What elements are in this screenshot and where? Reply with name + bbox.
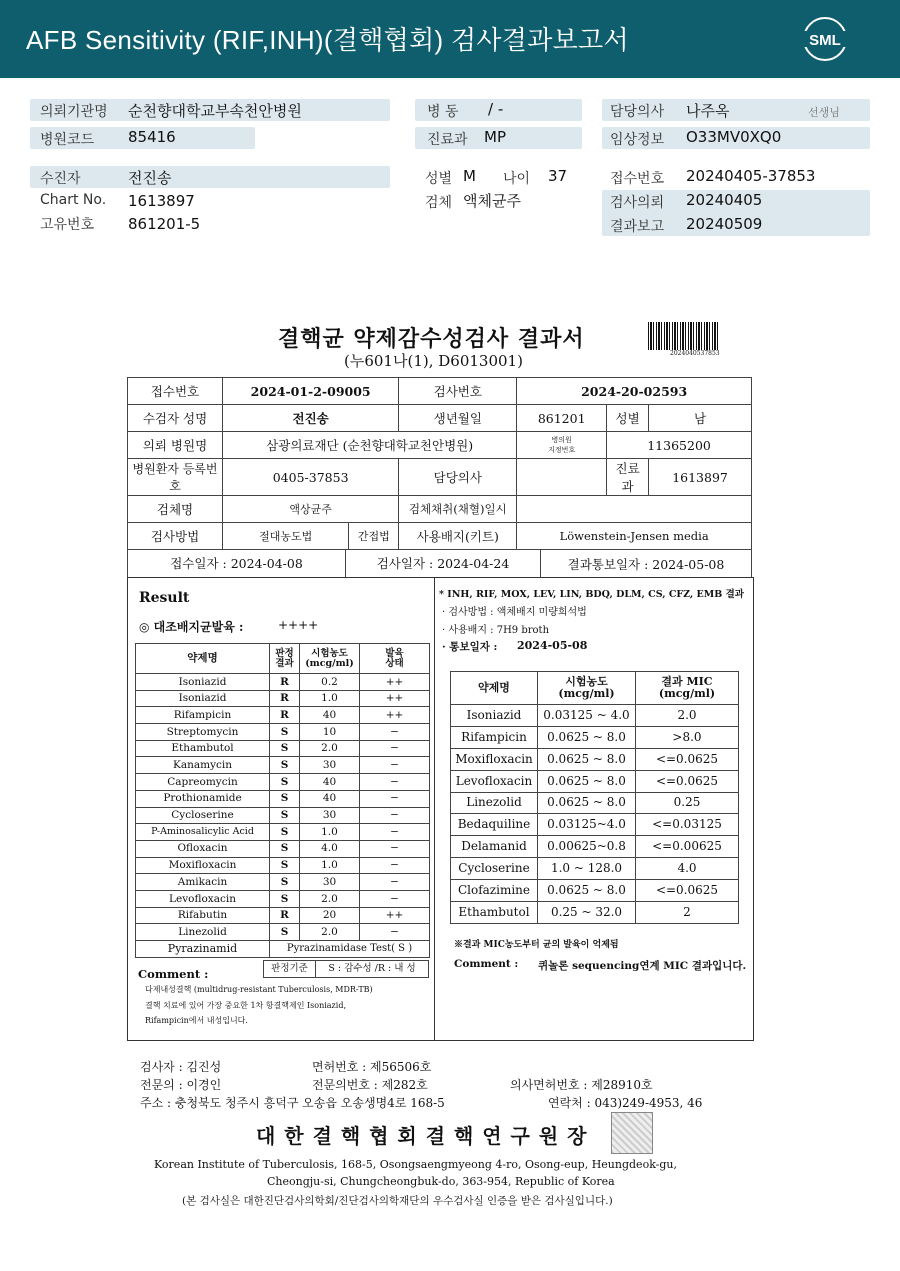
criteria-label: 판정기준 bbox=[264, 961, 316, 978]
table-cell: − bbox=[360, 924, 430, 941]
doctor-license: 의사면허번호 : 제28910호 bbox=[510, 1078, 653, 1092]
cell: 전진송 bbox=[223, 405, 399, 432]
table-cell: Isoniazid bbox=[136, 690, 270, 707]
request-label: 검사의뢰 bbox=[610, 195, 665, 211]
table-cell: <=0.00625 bbox=[636, 836, 739, 858]
sex-label: 성별 bbox=[425, 171, 453, 187]
pza-value: Pyrazinamidase Test( S ) bbox=[270, 941, 430, 958]
table-cell: Cycloserine bbox=[451, 858, 538, 880]
mic-notice-date: 2024-05-08 bbox=[517, 639, 588, 652]
cell: 2024-04-24 bbox=[437, 556, 510, 571]
info-bar-patient bbox=[30, 166, 390, 188]
table-cell: S bbox=[270, 874, 300, 891]
column-header: 결과 MIC (mcg/ml) bbox=[636, 672, 739, 705]
cell: 의뢰 병원명 bbox=[128, 432, 223, 459]
pza-table bbox=[135, 940, 430, 958]
table-row bbox=[136, 941, 430, 958]
req-org-label: 의뢰기관명 bbox=[40, 104, 108, 120]
table-row bbox=[451, 705, 739, 727]
cell: 2024-20-02593 bbox=[517, 378, 752, 405]
cell: 접수번호 bbox=[128, 378, 223, 405]
table-row bbox=[451, 902, 739, 924]
table-row bbox=[136, 807, 430, 824]
table-row bbox=[128, 523, 752, 550]
table-row bbox=[128, 432, 752, 459]
table-row bbox=[264, 961, 429, 978]
sml-logo-icon bbox=[800, 14, 850, 64]
table-cell: Levofloxacin bbox=[136, 890, 270, 907]
hosp-code-value: 85416 bbox=[128, 128, 176, 146]
result-divider bbox=[434, 577, 435, 1041]
table-row bbox=[128, 459, 752, 496]
address: 주소 : 충청북도 청주시 흥덕구 오송읍 오송생명4로 168-5 bbox=[140, 1096, 445, 1110]
specialist-license: 전문의번호 : 제282호 bbox=[312, 1078, 428, 1092]
cell: 삼광의료재단 (순천향대학교천안병원) bbox=[223, 432, 517, 459]
table-cell: 0.25 bbox=[636, 792, 739, 814]
table-cell: S bbox=[270, 724, 300, 741]
table-row bbox=[136, 690, 430, 707]
chart-label: Chart No. bbox=[40, 192, 107, 208]
table-row bbox=[136, 707, 430, 724]
table-row bbox=[451, 748, 739, 770]
cell: 남 bbox=[649, 405, 752, 432]
table-row bbox=[451, 858, 739, 880]
table-cell: 30 bbox=[300, 874, 360, 891]
control-value: ++++ bbox=[278, 618, 319, 632]
table-cell: 2 bbox=[636, 902, 739, 924]
uid-label: 고유번호 bbox=[40, 217, 95, 233]
cell: 검체채취(채혈)일시 bbox=[399, 496, 517, 523]
clinical-value: O33MV0XQ0 bbox=[686, 128, 782, 146]
table-cell: 10 bbox=[300, 724, 360, 741]
scanned-report bbox=[98, 300, 766, 1248]
table-cell: S bbox=[270, 824, 300, 841]
table-cell: Linezolid bbox=[136, 924, 270, 941]
table-cell: <=0.0625 bbox=[636, 770, 739, 792]
table-cell: Ethambutol bbox=[451, 902, 538, 924]
table-row bbox=[128, 378, 752, 405]
table-cell: − bbox=[360, 790, 430, 807]
table-cell: R bbox=[270, 907, 300, 924]
table-cell: ++ bbox=[360, 707, 430, 724]
mic-table bbox=[450, 671, 739, 924]
cell: 액상균주 bbox=[223, 496, 399, 523]
table-cell: Rifabutin bbox=[136, 907, 270, 924]
table-cell: >8.0 bbox=[636, 726, 739, 748]
table-cell: R bbox=[270, 707, 300, 724]
table-cell: Rifampicin bbox=[451, 726, 538, 748]
column-header: 판정 결과 bbox=[270, 644, 300, 674]
table-row bbox=[136, 924, 430, 941]
table-row bbox=[451, 880, 739, 902]
specialist: 전문의 : 이경인 bbox=[140, 1078, 222, 1092]
criteria-table bbox=[263, 960, 429, 978]
mic-head-line: * INH, RIF, MOX, LEV, LIN, BDQ, DLM, CS, CFZ, EMB 결과 bbox=[439, 589, 744, 600]
cell: 진료과 bbox=[607, 459, 649, 496]
mic-notice-label: · 통보일자 : bbox=[442, 641, 498, 653]
table-cell: S bbox=[270, 807, 300, 824]
column-header: 발육 상태 bbox=[360, 644, 430, 674]
table-cell: S bbox=[270, 774, 300, 791]
cell bbox=[517, 459, 607, 496]
result-comment-line: Rifampicin에서 내성입니다. bbox=[145, 1016, 248, 1025]
institute-name: 대 한 결 핵 협 회 결 핵 연 구 원 장 bbox=[256, 1124, 588, 1148]
institute-address-en: Korean Institute of Tuberculosis, 168-5, Osongsaengmyeong 4-ro, Osong-eup, Heungdeok-gu, bbox=[154, 1158, 678, 1171]
cell: 성별 bbox=[607, 405, 649, 432]
req-org-value: 순천향대학교부속천안병원 bbox=[128, 102, 302, 120]
table-cell: Capreomycin bbox=[136, 774, 270, 791]
table-row bbox=[136, 674, 430, 691]
table-cell: 40 bbox=[300, 790, 360, 807]
table-cell: − bbox=[360, 724, 430, 741]
table-cell: − bbox=[360, 824, 430, 841]
cell: 11365200 bbox=[607, 432, 752, 459]
table-cell: 0.03125 ~ 4.0 bbox=[538, 705, 636, 727]
table-row bbox=[136, 724, 430, 741]
susceptibility-table bbox=[135, 643, 430, 941]
table-row bbox=[136, 907, 430, 924]
table-cell: 1.0 bbox=[300, 857, 360, 874]
mic-comment: 퀴놀론 sequencing연계 MIC 결과입니다. bbox=[538, 960, 747, 972]
table-cell: Isoniazid bbox=[136, 674, 270, 691]
table-row bbox=[451, 770, 739, 792]
result-comment-label: Comment : bbox=[138, 967, 209, 981]
report-title: AFB Sensitivity (RIF,INH)(결핵협회) 검사결과보고서 bbox=[26, 25, 629, 55]
table-cell: 0.0625 ~ 8.0 bbox=[538, 880, 636, 902]
table-cell: Rifampicin bbox=[136, 707, 270, 724]
table-cell: Prothionamide bbox=[136, 790, 270, 807]
cell: 절대농도법 bbox=[223, 523, 349, 550]
receipt-label: 접수번호 bbox=[610, 171, 665, 187]
table-cell: Cycloserine bbox=[136, 807, 270, 824]
cell: 0405-37853 bbox=[223, 459, 399, 496]
cell: 생년월일 bbox=[399, 405, 517, 432]
table-cell: − bbox=[360, 740, 430, 757]
specimen-label: 검체 bbox=[425, 195, 453, 211]
table-cell: 2.0 bbox=[300, 740, 360, 757]
table-cell: 0.25 ~ 32.0 bbox=[538, 902, 636, 924]
table-cell: 40 bbox=[300, 707, 360, 724]
sex-value: M bbox=[463, 167, 476, 185]
cell: 병원환자 등록번호 bbox=[128, 459, 223, 496]
mic-comment-label: Comment : bbox=[454, 958, 519, 970]
column-header: 시험농도 (mcg/ml) bbox=[300, 644, 360, 674]
table-cell: Linezolid bbox=[451, 792, 538, 814]
table-row bbox=[128, 405, 752, 432]
table-cell: 0.0625 ~ 8.0 bbox=[538, 726, 636, 748]
specimen-value: 액체균주 bbox=[463, 192, 521, 210]
cell: 접수일자 : bbox=[170, 556, 227, 571]
table-cell: ++ bbox=[360, 690, 430, 707]
cell: 검사번호 bbox=[399, 378, 517, 405]
table-cell: S bbox=[270, 924, 300, 941]
table-cell: − bbox=[360, 857, 430, 874]
table-cell: 0.0625 ~ 8.0 bbox=[538, 748, 636, 770]
cell: 수검자 성명 bbox=[128, 405, 223, 432]
cell: 861201 bbox=[517, 405, 607, 432]
criteria-value: S : 감수성 /R : 내 성 bbox=[316, 961, 429, 978]
logo-text: SML bbox=[809, 32, 841, 49]
doctor-suffix: 선생님 bbox=[808, 106, 840, 119]
table-cell: Moxifloxacin bbox=[136, 857, 270, 874]
table-cell: 30 bbox=[300, 757, 360, 774]
report-header bbox=[0, 0, 900, 78]
mic-note: ※결과 MIC농도부터 균의 발육이 억제됨 bbox=[454, 940, 619, 950]
cell: Löwenstein-Jensen media bbox=[517, 523, 752, 550]
table-cell: 1.0 bbox=[300, 824, 360, 841]
table-row bbox=[451, 726, 739, 748]
table-cell: − bbox=[360, 874, 430, 891]
table-cell: 4.0 bbox=[636, 858, 739, 880]
doc-title: 결핵균 약제감수성검사 결과서 bbox=[278, 326, 585, 352]
table-cell: S bbox=[270, 757, 300, 774]
table-row bbox=[136, 740, 430, 757]
age-value: 37 bbox=[548, 167, 568, 185]
result-comment-line: 결핵 치료에 있어 가장 중요한 1차 항결핵제인 Isoniazid, bbox=[145, 1001, 346, 1010]
table-cell: Moxifloxacin bbox=[451, 748, 538, 770]
report-value: 20240509 bbox=[686, 215, 763, 233]
table-row bbox=[136, 874, 430, 891]
table-cell: 20 bbox=[300, 907, 360, 924]
table-cell: R bbox=[270, 674, 300, 691]
cell: 검체명 bbox=[128, 496, 223, 523]
table-cell: 1.0 ~ 128.0 bbox=[538, 858, 636, 880]
cell: 검사일자 : bbox=[376, 556, 434, 571]
table-cell: Delamanid bbox=[451, 836, 538, 858]
table-row bbox=[136, 824, 430, 841]
table-cell: <=0.0625 bbox=[636, 880, 739, 902]
table-cell: S bbox=[270, 740, 300, 757]
table-cell: S bbox=[270, 857, 300, 874]
tester: 검사자 : 김진성 bbox=[140, 1060, 222, 1074]
table-cell: Ethambutol bbox=[136, 740, 270, 757]
column-header: 약제명 bbox=[136, 644, 270, 674]
table-cell: P-Aminosalicylic Acid bbox=[136, 824, 270, 841]
table-cell: 0.0625 ~ 8.0 bbox=[538, 770, 636, 792]
table-cell: Clofazimine bbox=[451, 880, 538, 902]
table-cell: − bbox=[360, 890, 430, 907]
cell: 담당의사 bbox=[399, 459, 517, 496]
cell: 2024-01-2-09005 bbox=[223, 378, 399, 405]
table-row bbox=[136, 774, 430, 791]
table-cell: − bbox=[360, 840, 430, 857]
table-cell: Streptomycin bbox=[136, 724, 270, 741]
table-cell: S bbox=[270, 840, 300, 857]
table-cell: 2.0 bbox=[300, 924, 360, 941]
table-cell: Levofloxacin bbox=[451, 770, 538, 792]
official-seal-icon bbox=[611, 1112, 653, 1154]
table-row bbox=[136, 790, 430, 807]
table-cell: Bedaquiline bbox=[451, 814, 538, 836]
table-cell: 0.2 bbox=[300, 674, 360, 691]
report-label: 결과보고 bbox=[610, 219, 665, 235]
cell: 1613897 bbox=[649, 459, 752, 496]
chart-value: 1613897 bbox=[128, 192, 195, 210]
control-label: ◎ 대조배지균발육 : bbox=[139, 620, 244, 634]
patient-label: 수진자 bbox=[40, 171, 81, 187]
cell: 사용배지(키트) bbox=[399, 523, 517, 550]
table-cell: 0.0625 ~ 8.0 bbox=[538, 792, 636, 814]
table-cell: 2.0 bbox=[636, 705, 739, 727]
table-row bbox=[451, 836, 739, 858]
table-cell: − bbox=[360, 757, 430, 774]
specimen-info-table bbox=[127, 377, 752, 578]
table-cell: 2.0 bbox=[300, 890, 360, 907]
pza-name: Pyrazinamid bbox=[136, 941, 270, 958]
cell: 2024-05-08 bbox=[652, 556, 725, 572]
cell: 결과통보일자 : bbox=[567, 556, 649, 572]
table-cell: − bbox=[360, 807, 430, 824]
request-value: 20240405 bbox=[686, 191, 763, 209]
table-row bbox=[136, 757, 430, 774]
table-row bbox=[136, 840, 430, 857]
age-label: 나이 bbox=[503, 171, 531, 187]
phone: 연락처 : 043)249-4953, 46 bbox=[548, 1096, 703, 1110]
column-header: 시험농도 (mcg/ml) bbox=[538, 672, 636, 705]
table-row bbox=[451, 792, 739, 814]
uid-value: 861201-5 bbox=[128, 215, 201, 233]
table-cell: ++ bbox=[360, 907, 430, 924]
table-cell: Amikacin bbox=[136, 874, 270, 891]
cell bbox=[517, 496, 752, 523]
table-cell: S bbox=[270, 890, 300, 907]
table-row bbox=[128, 496, 752, 523]
cell: 병의원 지정번호 bbox=[517, 432, 607, 459]
table-cell: <=0.03125 bbox=[636, 814, 739, 836]
institute-address-en: Cheongju-si, Chungcheongbuk-do, 363-954, Republic of Korea bbox=[267, 1175, 615, 1188]
table-cell: 40 bbox=[300, 774, 360, 791]
column-header: 약제명 bbox=[451, 672, 538, 705]
patient-value: 전진송 bbox=[128, 169, 172, 187]
table-cell: <=0.0625 bbox=[636, 748, 739, 770]
result-label: Result bbox=[139, 590, 190, 606]
cell: 간접법 bbox=[349, 523, 399, 550]
table-cell: ++ bbox=[360, 674, 430, 691]
table-cell: 0.00625~0.8 bbox=[538, 836, 636, 858]
clinical-label: 임상정보 bbox=[610, 132, 665, 148]
table-cell: Kanamycin bbox=[136, 757, 270, 774]
table-cell: R bbox=[270, 690, 300, 707]
table-cell: Ofloxacin bbox=[136, 840, 270, 857]
ward-value: / - bbox=[488, 100, 504, 118]
table-cell: 1.0 bbox=[300, 690, 360, 707]
barcode bbox=[648, 322, 720, 350]
receipt-value: 20240405-37853 bbox=[686, 167, 816, 185]
table-cell: − bbox=[360, 774, 430, 791]
table-row bbox=[136, 857, 430, 874]
barcode-text: 2024040537853 bbox=[670, 350, 720, 357]
cell: 검사방법 bbox=[128, 523, 223, 550]
tester-license: 면허번호 : 제56506호 bbox=[312, 1060, 432, 1074]
table-row bbox=[451, 814, 739, 836]
table-cell: 4.0 bbox=[300, 840, 360, 857]
table-row bbox=[136, 890, 430, 907]
table-cell: S bbox=[270, 790, 300, 807]
ward-label: 병 동 bbox=[427, 104, 459, 120]
result-comment-line: 다제내성결핵 (multidrug-resistant Tuberculosis, MDR-TB) bbox=[145, 985, 373, 994]
cell: 2024-04-08 bbox=[230, 556, 303, 571]
mic-method: · 검사방법 : 액체배지 미량희석법 bbox=[442, 607, 587, 618]
table-cell: 0.03125~4.0 bbox=[538, 814, 636, 836]
certification-note: (본 검사실은 대한진단검사의학회/진단검사의학재단의 우수검사실 인증을 받은 검사실입니다.) bbox=[182, 1195, 613, 1207]
mic-medium: · 사용배지 : 7H9 broth bbox=[442, 625, 550, 636]
doctor-value: 나주옥 bbox=[686, 102, 730, 120]
table-row bbox=[128, 550, 752, 578]
dept-value: MP bbox=[484, 128, 506, 146]
hosp-code-label: 병원코드 bbox=[40, 132, 95, 148]
table-cell: Isoniazid bbox=[451, 705, 538, 727]
table-cell: 30 bbox=[300, 807, 360, 824]
dept-label: 진료과 bbox=[427, 132, 468, 148]
doc-subtitle: (누601나(1), D6013001) bbox=[344, 352, 523, 370]
doctor-label: 담당의사 bbox=[610, 104, 665, 120]
